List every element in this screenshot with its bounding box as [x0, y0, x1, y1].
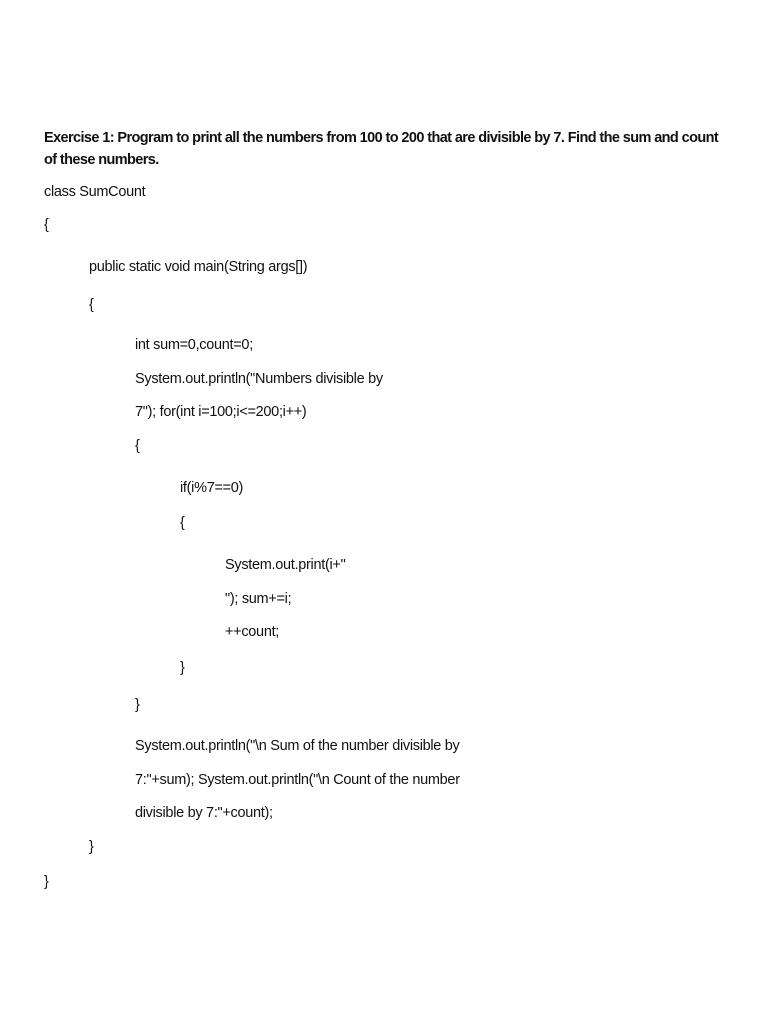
code-line-if-close-brace: }: [180, 660, 185, 676]
code-line-main-open-brace: {: [89, 297, 94, 313]
code-line-for-loop: 7"); for(int i=100;i<=200;i++): [135, 404, 307, 420]
code-line-println-sum: System.out.println("\n Sum of the number divisible by: [135, 738, 460, 754]
code-line-println-header: System.out.println("Numbers divisible by: [135, 371, 383, 387]
code-line-for-close-brace: }: [135, 697, 140, 713]
code-line-main-close-brace: }: [89, 839, 94, 855]
code-line-for-open-brace: {: [135, 438, 140, 454]
code-line-count-output: divisible by 7:"+count);: [135, 805, 273, 821]
code-line-variable-declaration: int sum=0,count=0;: [135, 337, 253, 353]
code-line-print-number: System.out.print(i+": [225, 557, 346, 573]
code-line-if-open-brace: {: [180, 515, 185, 531]
code-line-main-signature: public static void main(String args[]): [89, 259, 308, 275]
code-line-println-count: 7:"+sum); System.out.println("\n Count of the number: [135, 772, 460, 788]
code-line-class-open-brace: {: [44, 217, 49, 233]
code-line-class-close-brace: }: [44, 874, 49, 890]
code-line-class-declaration: class SumCount: [44, 184, 146, 200]
code-line-count-increment: ++count;: [225, 624, 280, 640]
code-line-if-condition: if(i%7==0): [180, 480, 244, 496]
code-line-sum-accumulate: "); sum+=i;: [225, 591, 292, 607]
exercise-heading: Exercise 1: Program to print all the numbers from 100 to 200 that are divisible by 7. Find the sum and count of these numbers.: [44, 130, 719, 168]
